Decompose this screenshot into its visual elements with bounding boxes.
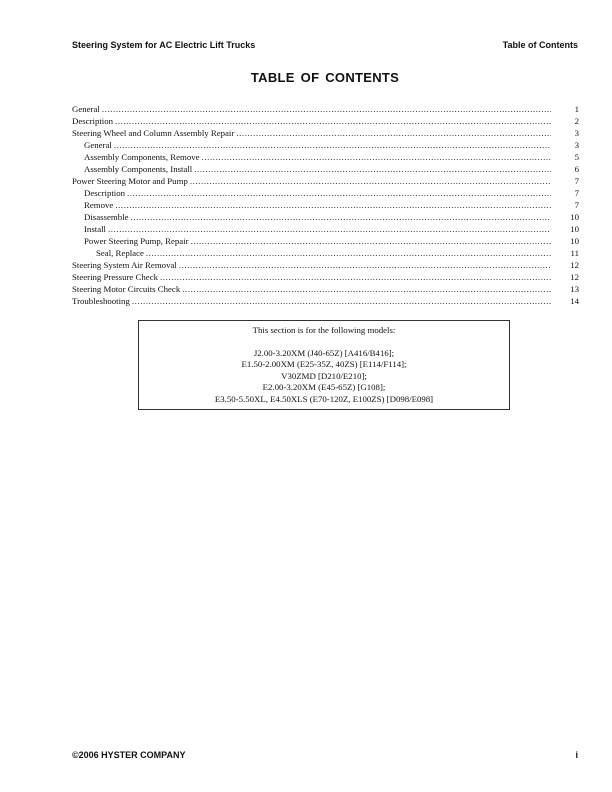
model-line: V30ZMD [D210/E210]; [281,370,367,381]
toc-entry[interactable] [72,259,579,271]
toc-entry-title: Description [72,116,114,126]
toc-entry[interactable] [72,235,579,247]
running-header-section: Table of Contents [502,40,578,50]
toc-dot-leader [179,259,551,271]
models-intro: This section is for the following models: [252,325,396,335]
toc-entry-page: 7 [574,176,579,186]
toc-entry[interactable] [72,139,579,151]
models-applicability-box [138,320,510,410]
toc-entry-page: 2 [574,116,579,126]
toc-entry-title: Steering Wheel and Column Assembly Repair [72,128,235,138]
toc-entry-title: Assembly Components, Remove [84,152,200,162]
toc-entry-page: 10 [570,212,579,222]
toc-dot-leader [190,175,551,187]
toc-dot-leader [127,187,551,199]
toc-dot-leader [130,211,551,223]
toc-dot-leader [191,235,551,247]
toc-entry-page: 7 [574,200,579,210]
toc-entry-title: General [84,140,112,150]
footer-page-number: i [575,750,578,760]
toc-entry-page: 6 [574,164,579,174]
toc-entry-page: 3 [574,128,579,138]
toc-dot-leader [236,127,551,139]
toc-entry[interactable] [72,223,579,235]
toc-entry-page: 1 [574,104,579,114]
toc-entry[interactable] [72,295,579,307]
footer-copyright: ©2006 HYSTER COMPANY [72,750,186,760]
toc-entry-title: Steering Motor Circuits Check [72,284,181,294]
toc-entry-title: Power Steering Pump, Repair [84,236,189,246]
toc-entry-title: General [72,104,100,114]
toc-entry[interactable] [72,115,579,127]
toc-entry[interactable] [72,199,579,211]
toc-dot-leader [102,103,551,115]
toc-entry-page: 12 [570,272,579,282]
toc-entry-title: Description [84,188,126,198]
toc-entry[interactable] [72,127,579,139]
toc-entry[interactable] [72,175,579,187]
toc-entry[interactable] [72,163,579,175]
toc-entry-title: Assembly Components, Install [84,164,193,174]
toc-entry-page: 10 [570,224,579,234]
toc-entry-title: Troubleshooting [72,296,130,306]
toc-entry-page: 7 [574,188,579,198]
toc-dot-leader [182,283,551,295]
page-title: TABLE OF CONTENTS [250,70,400,85]
toc-entry-page: 12 [570,260,579,270]
model-line: E3.50-5.50XL, E4.50XLS (E70-120Z, E100ZS) [D098/E098] [214,393,434,404]
toc-dot-leader [202,151,551,163]
table-of-contents [72,103,579,307]
toc-entry[interactable] [72,187,579,199]
toc-entry-title: Steering Pressure Check [72,272,158,282]
toc-dot-leader [115,199,551,211]
model-line: E1.50-2.00XM (E25-35Z, 40ZS) [E114/F114]; [241,359,407,370]
toc-dot-leader [194,163,551,175]
toc-entry-page: 11 [570,248,579,258]
toc-entry-title: Power Steering Motor and Pump [72,176,188,186]
toc-entry[interactable] [72,103,579,115]
toc-dot-leader [146,247,551,259]
toc-dot-leader [108,223,551,235]
model-line: E2.00-3.20XM (E45-65Z) [G108]; [262,382,386,393]
toc-entry-page: 10 [570,236,579,246]
toc-entry-page: 5 [574,152,579,162]
toc-dot-leader [114,139,551,151]
toc-dot-leader [132,295,551,307]
toc-entry-title: Seal, Replace [96,248,144,258]
toc-entry[interactable] [72,271,579,283]
toc-dot-leader [160,271,551,283]
toc-entry-page: 3 [574,140,579,150]
toc-entry-title: Remove [84,200,114,210]
running-header-title: Steering System for AC Electric Lift Trucks [72,40,256,50]
toc-entry-title: Steering System Air Removal [72,260,177,270]
toc-dot-leader [115,115,551,127]
toc-entry-title: Disassemble [84,212,129,222]
toc-entry[interactable] [72,283,579,295]
model-line: J2.00-3.20XM (J40-65Z) [A416/B416]; [253,347,395,358]
toc-entry-page: 13 [570,284,579,294]
toc-entry-page: 14 [570,296,579,306]
toc-entry-title: Install [84,224,106,234]
toc-entry[interactable] [72,151,579,163]
toc-entry[interactable] [72,247,579,259]
toc-entry[interactable] [72,211,579,223]
